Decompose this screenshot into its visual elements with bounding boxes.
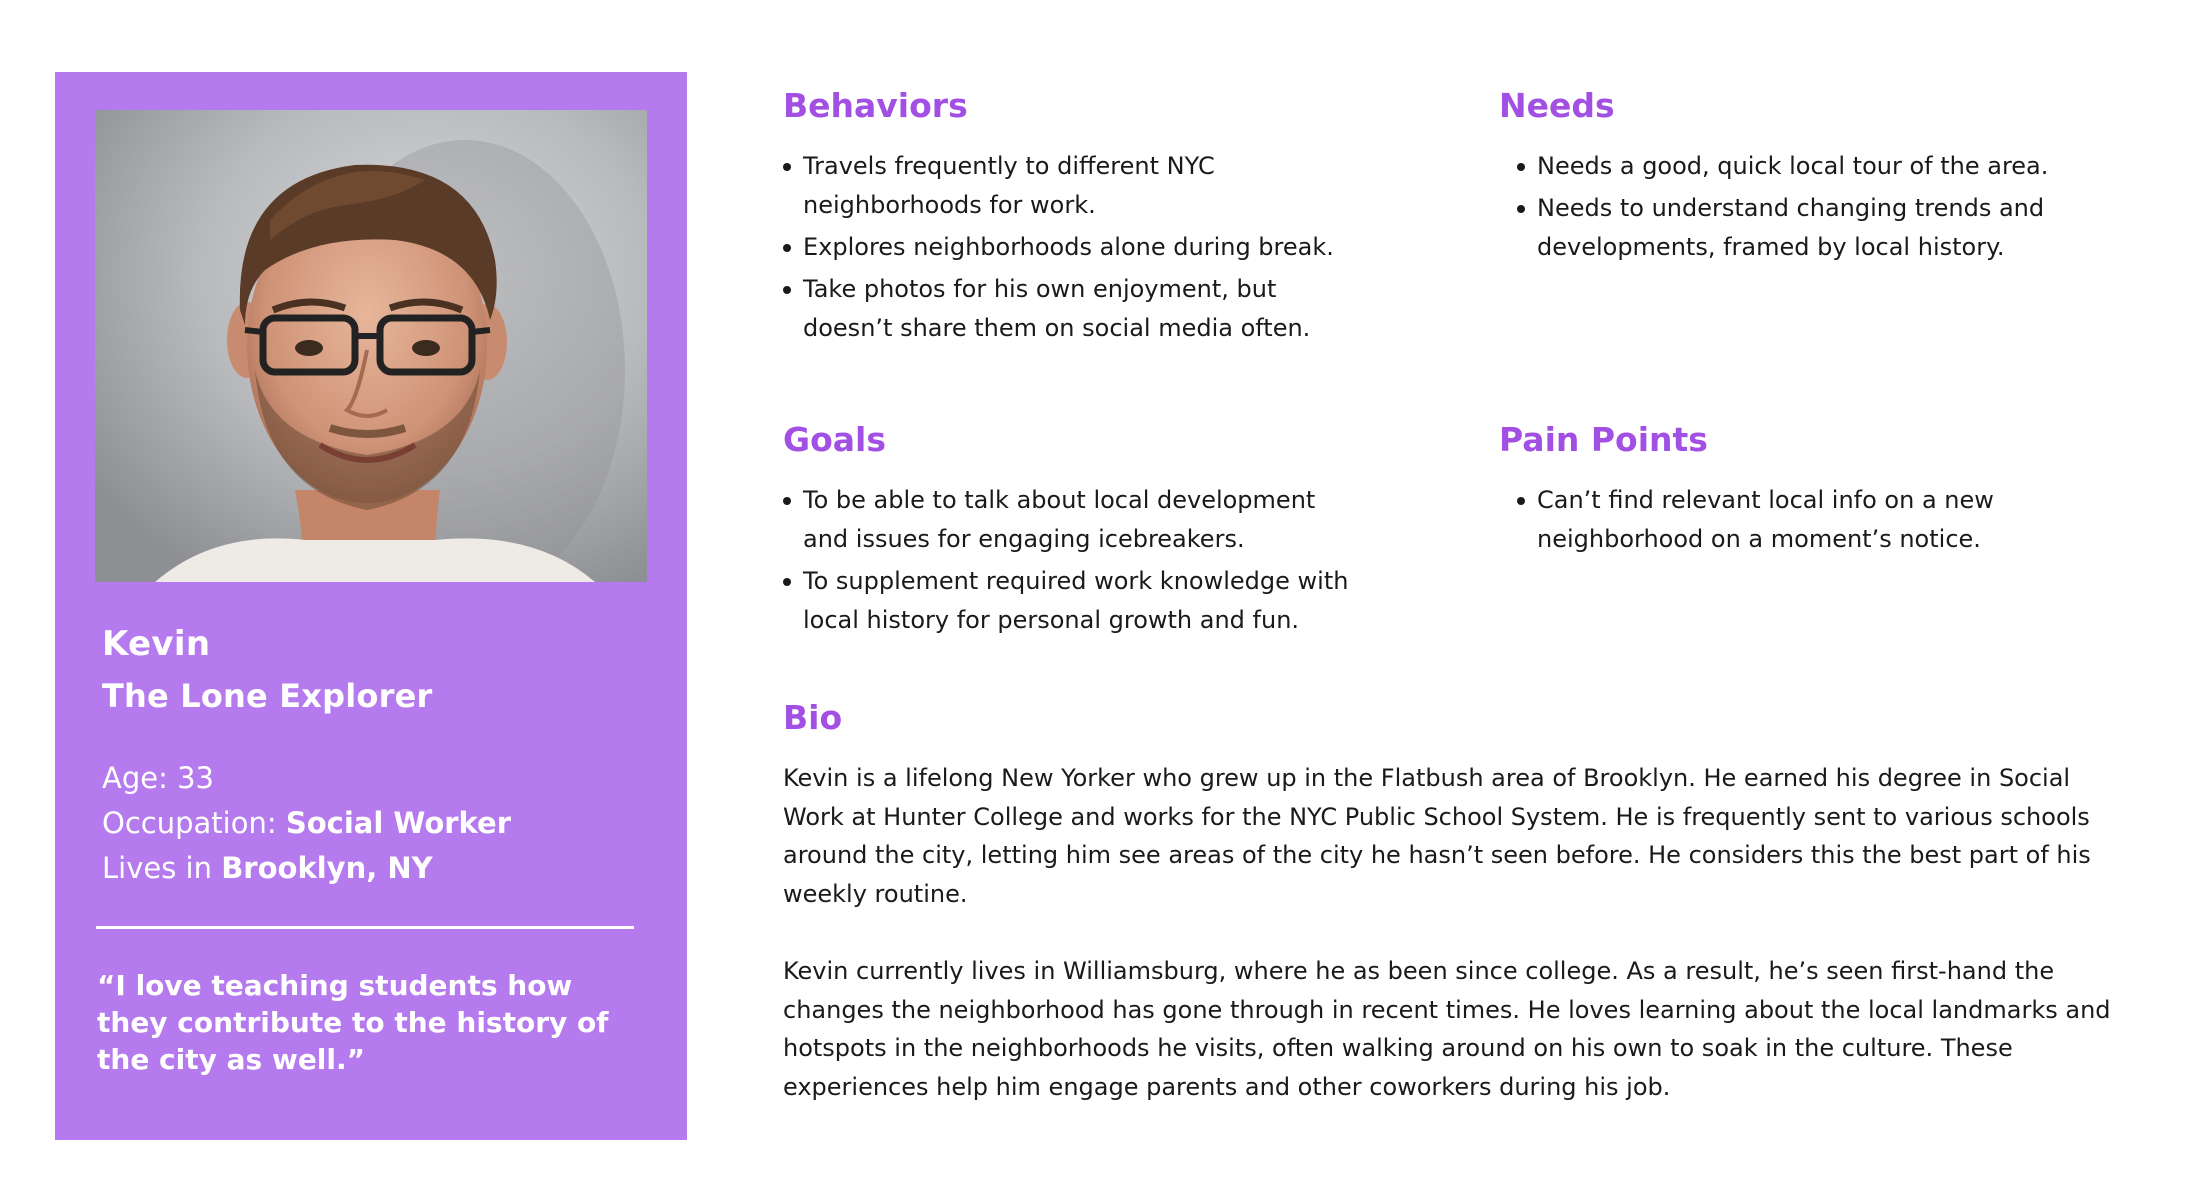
needs-heading: Needs [1499, 86, 1615, 125]
list-item: Needs to understand changing trends and developments, framed by local history. [1517, 189, 2099, 267]
card-divider [96, 926, 634, 929]
persona-photo [95, 110, 647, 582]
persona-card [55, 72, 687, 1140]
goals-heading: Goals [783, 420, 886, 459]
list-item: Explores neighborhoods alone during break. [783, 228, 1343, 267]
persona-quote: “I love teaching students how they contribute to the history of the city as well.” [97, 969, 609, 1076]
persona-occupation [102, 801, 511, 846]
persona-title: The Lone Explorer [102, 677, 433, 715]
occupation-value: Social Worker [285, 806, 512, 840]
bio-section [783, 698, 2133, 1145]
persona-age [102, 756, 511, 801]
list-item: Travels frequently to different NYC neighborhoods for work. [783, 147, 1343, 225]
behaviors-section [783, 86, 1343, 351]
behaviors-heading: Behaviors [783, 86, 968, 125]
goals-section [783, 420, 1353, 643]
behaviors-list [783, 147, 1343, 348]
list-item: Needs a good, quick local tour of the area. [1517, 147, 2099, 186]
pain-points-list [1517, 481, 2019, 559]
lives-value: Brooklyn, NY [221, 851, 433, 885]
list-item: Take photos for his own enjoyment, but doesn’t share them on social media often. [783, 270, 1343, 348]
persona-facts [102, 756, 511, 891]
needs-list [1517, 147, 2099, 267]
lives-label: Lives in [102, 851, 212, 885]
bio-paragraph: Kevin is a lifelong New Yorker who grew up in the Flatbush area of Brooklyn. He earned his degree in Social Work at Hunter College and works for the NYC Public School System. He is frequently sent to various schools around the city, letting him see areas of the city he hasn’t seen before. He considers this the best part of his weekly routine. [783, 764, 2091, 908]
man-portrait-illustration [95, 110, 647, 582]
pain-points-heading: Pain Points [1499, 420, 1708, 459]
list-item: To be able to talk about local development and issues for engaging icebreakers. [783, 481, 1353, 559]
pain-points-section [1499, 420, 2019, 562]
occupation-label: Occupation: [102, 806, 277, 840]
age-label: Age: [102, 761, 168, 795]
list-item: Can’t find relevant local info on a new neighborhood on a moment’s notice. [1517, 481, 2019, 559]
persona-name: Kevin [102, 624, 211, 664]
age-value: 33 [177, 761, 214, 795]
goals-list [783, 481, 1353, 640]
bio-paragraph: Kevin currently lives in Williamsburg, where he as been since college. As a result, he’s seen first-hand the changes the neighborhood has gone through in recent times. He loves learning about the local landmarks and hotspots in the neighborhoods he visits, often walking around on his own to soak in the culture. These experiences help him engage parents and other coworkers during his job. [783, 957, 2111, 1101]
bio-heading: Bio [783, 698, 843, 737]
persona-location [102, 846, 511, 891]
needs-section [1499, 86, 2099, 270]
list-item: To supplement required work knowledge with local history for personal growth and fun. [783, 562, 1353, 640]
